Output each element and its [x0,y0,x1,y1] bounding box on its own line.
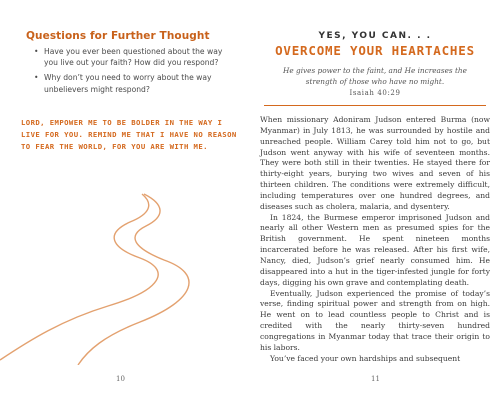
question-item [34,72,230,94]
page-number-left: 10 [116,375,125,383]
page-number-right: 11 [371,375,380,383]
divider-rule [264,105,486,106]
scripture-reference: Isaiah 40:29 [349,89,401,97]
body-paragraph: When missionary Adoniram Judson entered Burma (now Myanmar) in July 1813, he was surrounded by hostile and unreached people. William Carey told him not to go, but Judson went anyway with his wife of seventeen months. They were both still in their twenties. He stayed there for thirty-eight years, burying two wives and seven of his thirteen children. The conditions were extremely difficult, including temperatures over one hundred degrees, and diseases such as cholera, malaria, and dysentery. [260,115,490,211]
bullet-icon: • [34,73,39,83]
scripture-verse: He gives power to the faint, and He increases the strength of those who have no might. [283,66,467,86]
kicker-text: YES, YOU CAN. . . [318,31,432,41]
winding-road-illustration [0,190,250,365]
road-edge-right [78,194,189,365]
right-page [250,0,500,400]
question-text: Have you ever been questioned about the way you live out your faith? How did you respond? [44,47,223,68]
question-item [34,46,230,68]
road-edge-left [0,194,158,360]
body-paragraph: Eventually, Judson experienced the promise of today’s verse, finding spiritual power and strength from on high. He went on to lead countless people to Christ and is credited with the nearly thirty-seven hundred congregations in Myanmar today that trace their origin to his labors. [260,288,490,352]
question-list [34,46,230,99]
body-paragraph: In 1824, the Burmese emperor imprisoned Judson and nearly all other Western men as presumed spies for the British government. He spent nineteen months incarcerated before he was released. After his first wife, Nancy, died, Judson’s grief nearly consumed him. He disappeared into a hut in the tiger-infested jungle for forty days, digging his own grave and contemplating death. [260,212,490,287]
body-text [260,115,490,364]
question-text: Why don’t you need to worry about the way unbelievers might respond? [44,73,212,94]
questions-heading: Questions for Further Thought [26,30,210,42]
bullet-icon: • [34,47,39,56]
body-paragraph: You’ve faced your own hardships and subsequent [270,353,461,363]
prayer-text: LORD, EMPOWER ME TO BE BOLDER IN THE WAY I LIVE FOR YOU. REMIND ME THAT I HAVE NO REASON TO FEAR THE WORLD, FOR YOU ARE WITH ME. [21,118,237,151]
chapter-title: OVERCOME YOUR HEARTACHES [275,43,475,58]
